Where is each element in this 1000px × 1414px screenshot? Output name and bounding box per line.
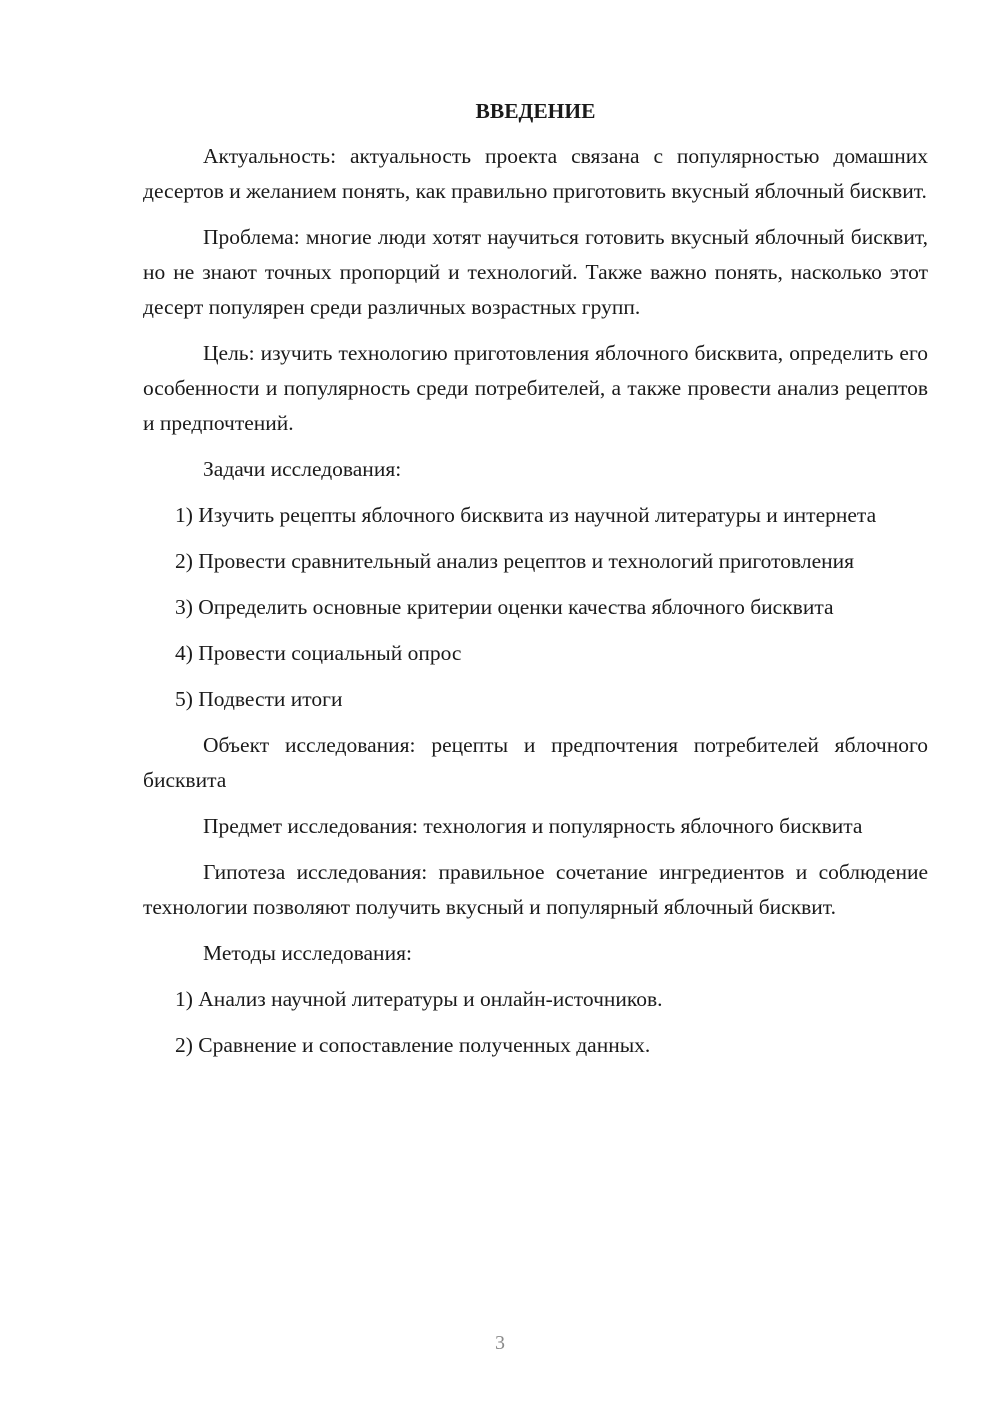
paragraph-hypothesis: Гипотеза исследования: правильное сочетание ингредиентов и соблюдение технологии позволяют получить вкусный и популярный яблочный бисквит.: [143, 860, 928, 919]
method-item: 1) Анализ научной литературы и онлайн-источников.: [175, 987, 663, 1011]
page-content: [143, 96, 928, 1074]
task-item: 2) Провести сравнительный анализ рецептов и технологий приготовления: [175, 549, 855, 573]
paragraph-goal: Цель: изучить технологию приготовления яблочного бисквита, определить его особенности и популярность среди потребителей, а также провести анализ рецептов и предпочтений.: [143, 341, 928, 435]
method-item: 2) Сравнение и сопоставление полученных данных.: [175, 1033, 651, 1057]
task-item: 5) Подвести итоги: [175, 687, 343, 711]
methods-heading: Методы исследования:: [203, 941, 412, 965]
paragraph-relevance: Актуальность: актуальность проекта связана с популярностью домашних десертов и желанием понять, как правильно приготовить вкусный яблочный бисквит.: [143, 144, 928, 203]
tasks-heading: Задачи исследования:: [203, 457, 402, 481]
paragraph-subject: Предмет исследования: технология и популярность яблочного бисквита: [203, 814, 863, 838]
paragraph-object: Объект исследования: рецепты и предпочтения потребителей яблочного бисквита: [143, 733, 928, 792]
task-item: 4) Провести социальный опрос: [175, 641, 462, 665]
task-item: 3) Определить основные критерии оценки качества яблочного бисквита: [175, 595, 834, 619]
page-number: 3: [495, 1332, 505, 1354]
page-title: ВВЕДЕНИЕ: [475, 99, 596, 123]
paragraph-problem: Проблема: многие люди хотят научиться готовить вкусный яблочный бисквит, но не знают точных пропорций и технологий. Также важно понять, насколько этот десерт популярен среди различных возрастных групп.: [143, 225, 928, 319]
task-item: 1) Изучить рецепты яблочного бисквита из научной литературы и интернета: [175, 503, 877, 527]
